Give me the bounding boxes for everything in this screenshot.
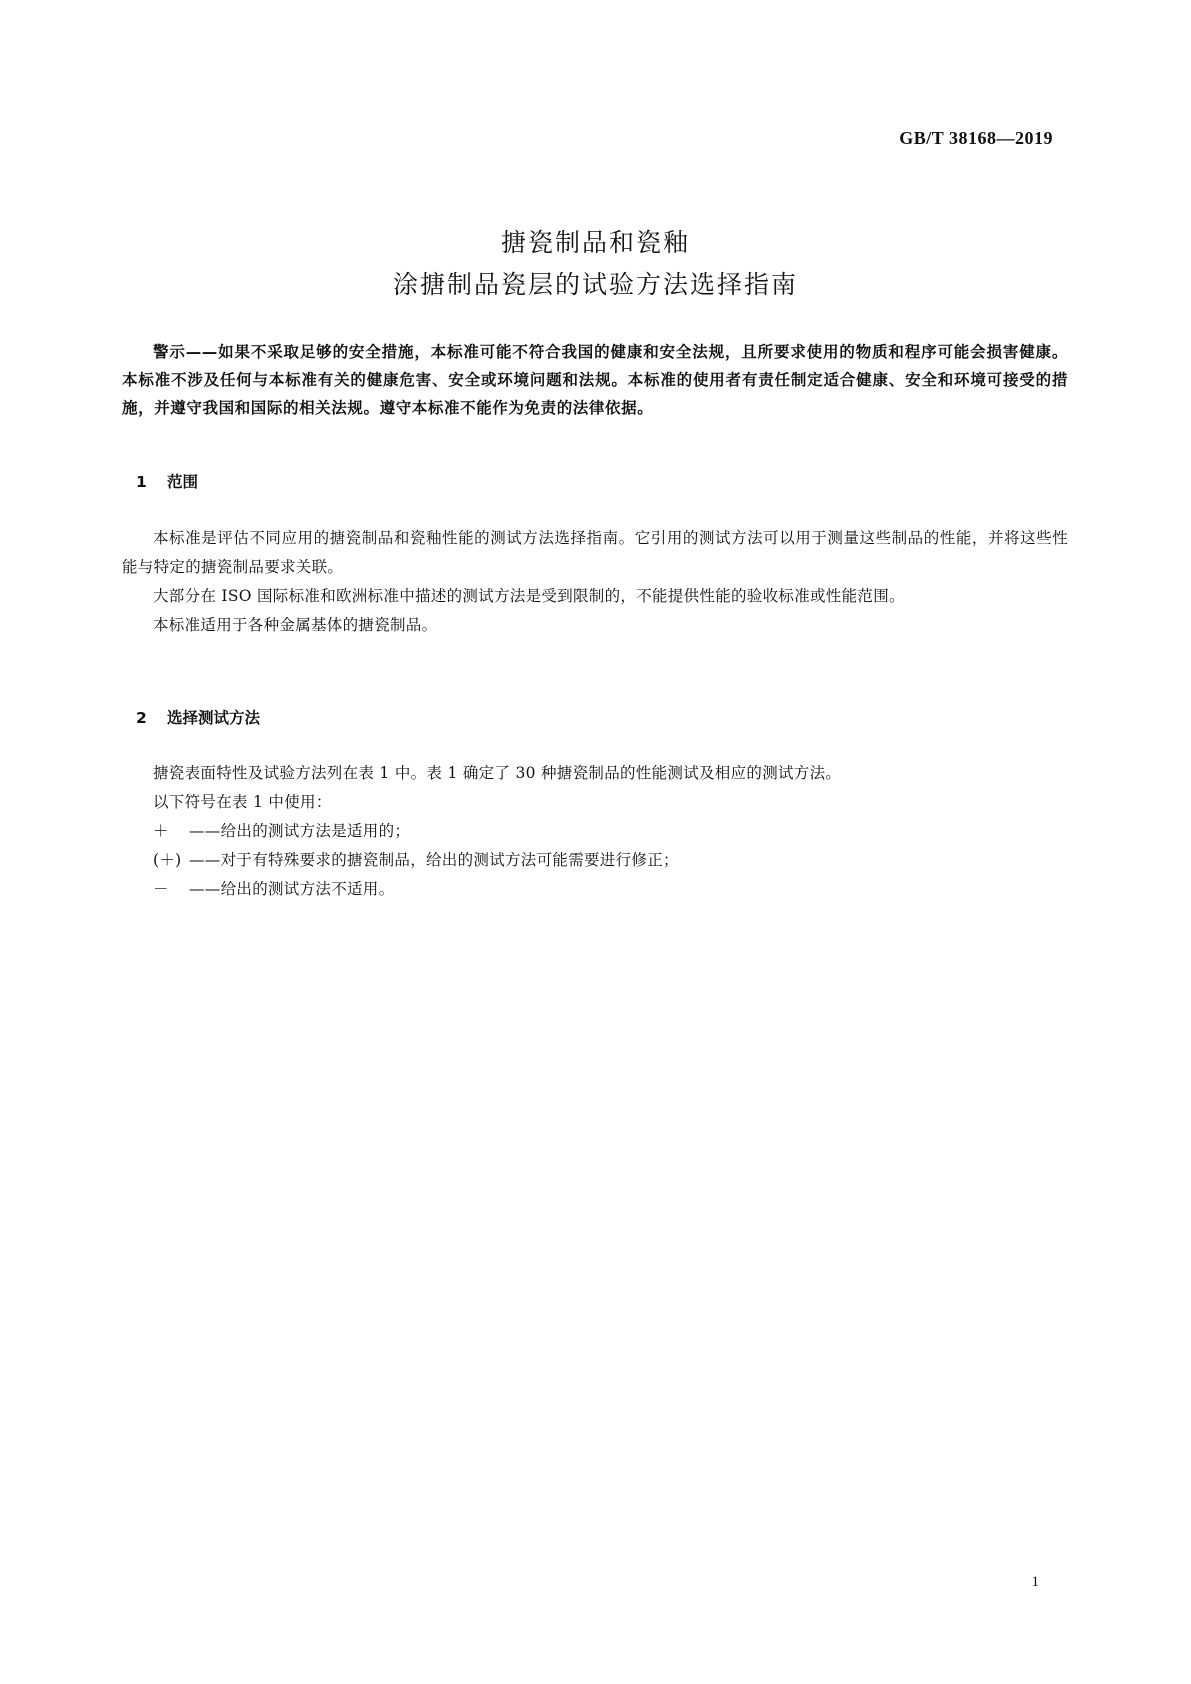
- symbol-plus-parenthesized: (＋): [153, 851, 182, 869]
- section-1-title: 范围: [167, 473, 199, 491]
- title-line-2: 涂搪制品瓷层的试验方法选择指南: [392, 270, 798, 299]
- section-2-number: 2: [136, 709, 147, 727]
- section-2-heading: [136, 706, 260, 728]
- section-2-body: [122, 759, 1068, 904]
- section-1-paragraph: 大部分在 ISO 国际标准和欧洲标准中描述的测试方法是受到限制的，不能提供性能的验收标准或性能范围。: [153, 587, 905, 605]
- section-1-number: 1: [136, 473, 147, 491]
- symbol-definition: [122, 875, 1068, 904]
- section-2-title: 选择测试方法: [167, 709, 261, 727]
- document-title: [0, 222, 1191, 306]
- section-1-paragraph: 本标准是评估不同应用的搪瓷制品和瓷釉性能的测试方法选择指南。它引用的测试方法可以用于测量这些制品的性能，并将这些性能与特定的搪瓷制品要求关联。: [122, 529, 1068, 576]
- standard-number: GB/T 38168—2019: [899, 128, 1053, 148]
- symbol-description: ——对于有特殊要求的搪瓷制品，给出的测试方法可能需要进行修正；: [189, 851, 679, 869]
- symbol-definition: [122, 817, 1068, 846]
- section-2-paragraph: 搪瓷表面特性及试验方法列在表 1 中。表 1 确定了 30 种搪瓷制品的性能测试及相应的测试方法。: [153, 764, 842, 782]
- section-1-heading: [136, 470, 198, 492]
- symbol-definition: [122, 846, 1068, 875]
- section-1-body: [122, 524, 1068, 640]
- symbol-description: ——给出的测试方法是适用的；: [189, 822, 411, 840]
- section-2-paragraph: 以下符号在表 1 中使用：: [153, 793, 332, 811]
- page-number: 1: [1031, 1574, 1039, 1590]
- symbol-minus: －: [153, 880, 169, 898]
- section-1-paragraph: 本标准适用于各种金属基体的搪瓷制品。: [153, 616, 438, 634]
- symbol-plus: ＋: [153, 822, 169, 840]
- symbol-description: ——给出的测试方法不适用。: [189, 880, 395, 898]
- title-line-1: 搪瓷制品和瓷釉: [500, 228, 690, 257]
- safety-warning: 警示——如果不采取足够的安全措施，本标准可能不符合我国的健康和安全法规，且所要求使用的物质和程序可能会损害健康。本标准不涉及任何与本标准有关的健康危害、安全或环境问题和法规。本标准的使用者有责任制定适合健康、安全和环境可接受的措施，并遵守我国和国际的相关法规。遵守本标准不能作为免责的法律依据。: [122, 343, 1068, 417]
